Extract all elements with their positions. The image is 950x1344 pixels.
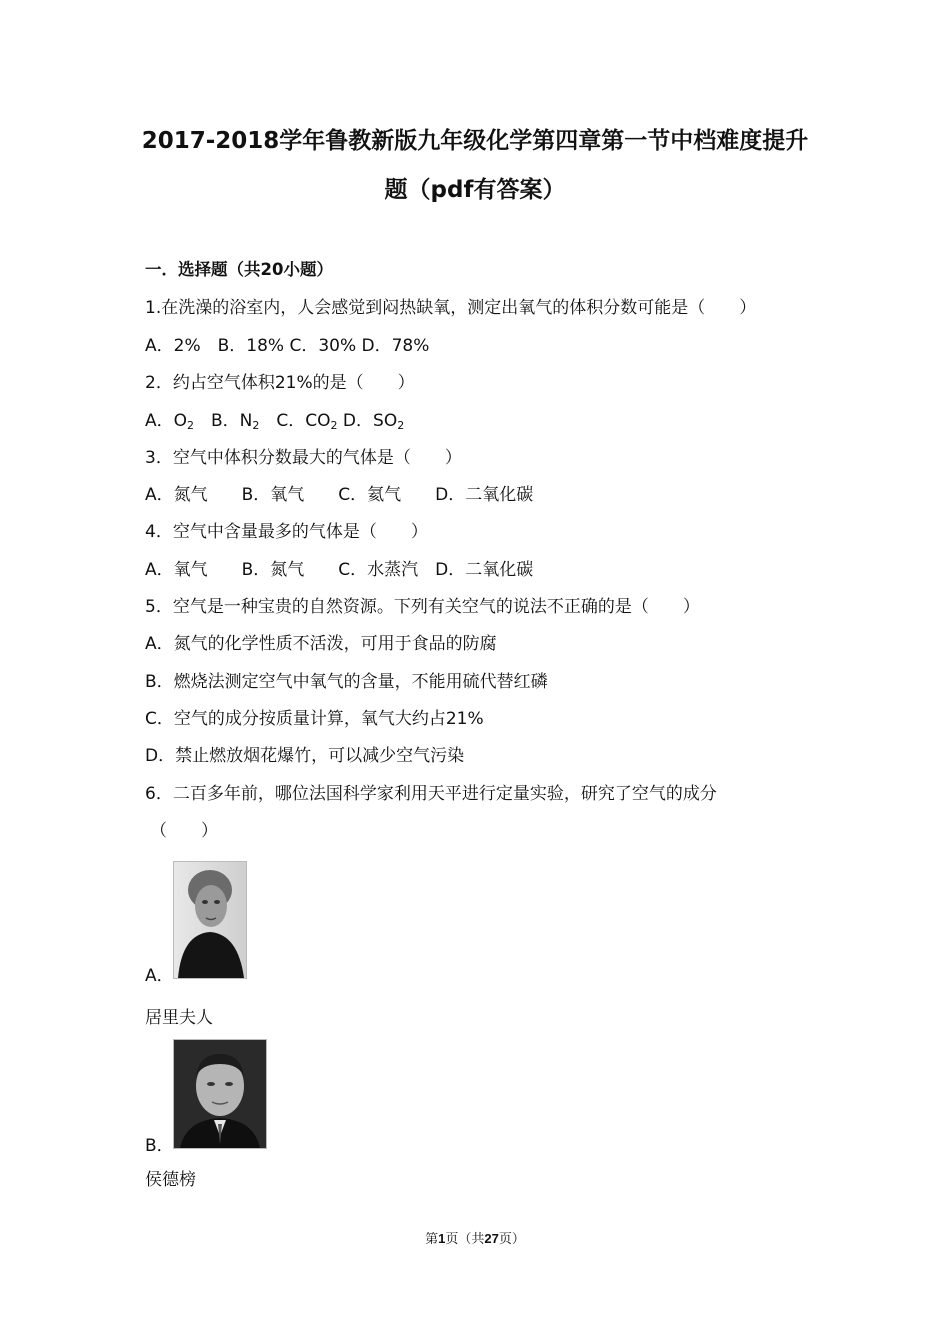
subscript: 2 [330, 419, 338, 432]
footer-page-number: 1 [438, 1231, 446, 1246]
question-5-option-d: D．禁止燃放烟花爆竹，可以减少空气污染 [145, 746, 465, 766]
question-2-stem: 2．约占空气体积21%的是（ ） [145, 373, 415, 393]
portrait-photo-b [173, 1039, 267, 1149]
question-5-option-a: A．氮气的化学性质不活泼，可用于食品的防腐 [145, 634, 497, 654]
question-6-option-a-name: 居里夫人 [145, 1008, 213, 1028]
page-footer [0, 1228, 950, 1247]
subscript: 2 [252, 419, 260, 432]
question-5-option-c: C．空气的成分按质量计算，氧气大约占21% [145, 709, 484, 729]
footer-prefix: 第 [425, 1232, 439, 1247]
question-6-stem: 6．二百多年前，哪位法国科学家利用天平进行定量实验，研究了空气的成分 [145, 784, 717, 804]
question-5-stem: 5．空气是一种宝贵的自然资源。下列有关空气的说法不正确的是（ ） [145, 597, 700, 617]
footer-middle: 页（共 [445, 1232, 485, 1247]
question-6-option-a-label: A． [145, 966, 174, 986]
portrait-photo-a [173, 861, 247, 979]
subscript: 2 [187, 419, 195, 432]
portrait-a-image [174, 862, 246, 978]
question-6-paren: （ ） [150, 821, 218, 841]
document-title-line2: 题（pdf有答案） [384, 177, 566, 203]
question-5-option-b: B．燃烧法测定空气中氧气的含量，不能用硫代替红磷 [145, 672, 548, 692]
document-title-line1: 2017-2018学年鲁教新版九年级化学第四章第一节中档难度提升 [141, 128, 809, 154]
footer-total-pages: 27 [484, 1231, 499, 1246]
question-6-option-b-label: B． [145, 1136, 174, 1156]
section-heading: 一．选择题（共20小题） [145, 260, 333, 279]
option-d-text: D．SO [337, 411, 398, 431]
question-4-options: A．氧气 B．氮气 C．水蒸汽 D．二氧化碳 [145, 560, 534, 580]
subscript: 2 [397, 419, 405, 432]
question-3-stem: 3．空气中体积分数最大的气体是（ ） [145, 448, 462, 468]
footer-suffix: 页） [498, 1232, 525, 1247]
option-c-text: C．CO [259, 411, 331, 431]
option-a-text: A．O [145, 411, 188, 431]
question-3-options: A．氮气 B．氧气 C．氦气 D．二氧化碳 [145, 485, 534, 505]
question-1-options: A．2% B．18% C．30% D．78% [145, 336, 430, 356]
portrait-b-image [174, 1040, 266, 1148]
option-b-text: B．N [194, 411, 253, 431]
question-2-options [145, 409, 404, 433]
question-4-stem: 4．空气中含量最多的气体是（ ） [145, 522, 428, 542]
question-1-stem: 1.在洗澡的浴室内，人会感觉到闷热缺氧，测定出氧气的体积分数可能是（ ） [145, 298, 757, 318]
question-6-option-b-name: 侯德榜 [145, 1170, 196, 1190]
